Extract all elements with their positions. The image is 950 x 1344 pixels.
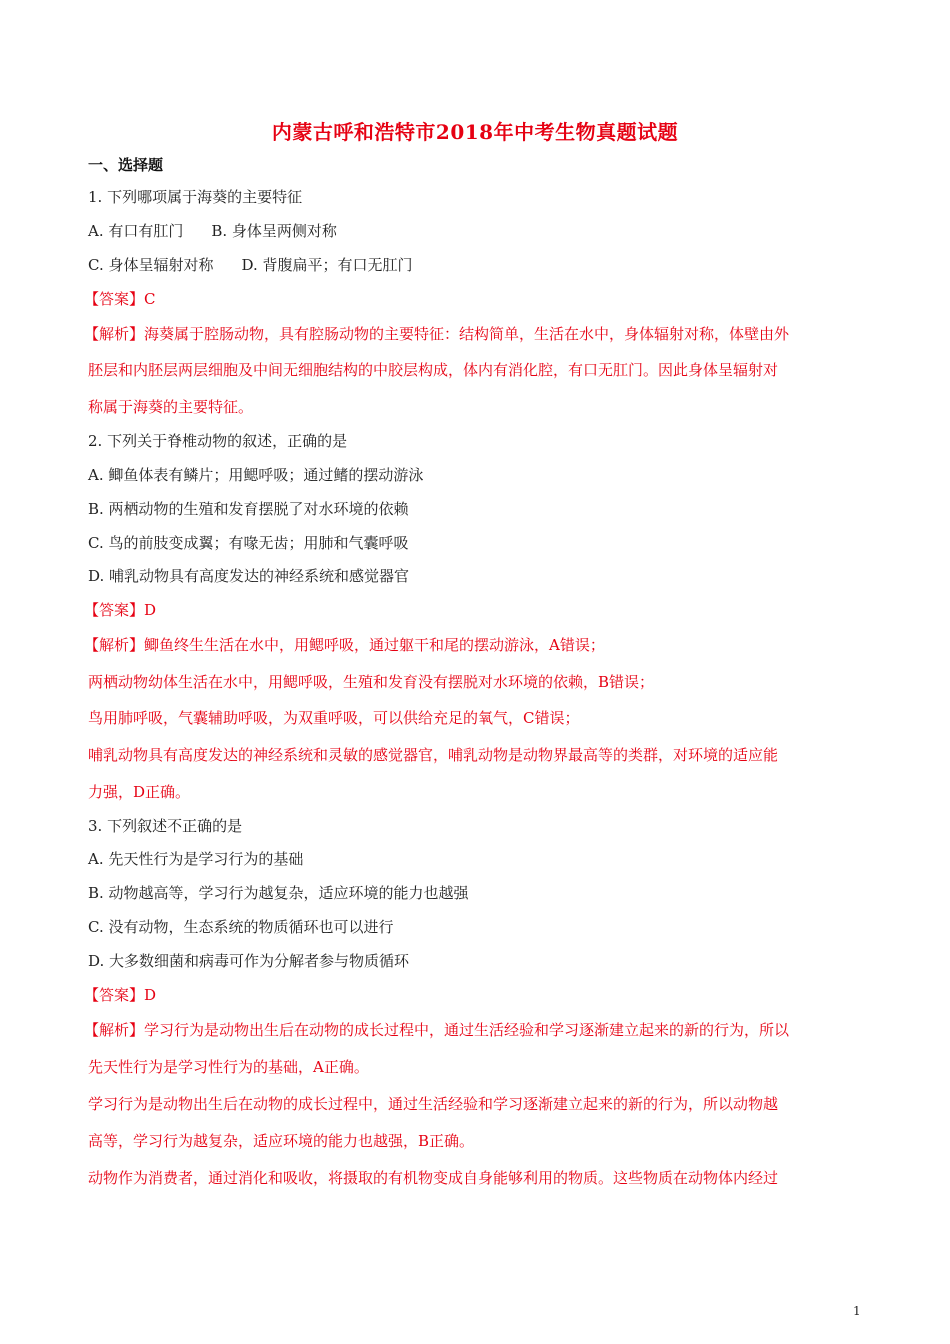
answer-tag: 【答案】 bbox=[84, 986, 145, 1004]
page-number: 1 bbox=[853, 1304, 861, 1318]
question-2-analysis-line: 力强，D正确。 bbox=[88, 783, 191, 801]
question-1-options-ab bbox=[88, 221, 337, 241]
option-d: D. 背腹扁平；有口无肛门 bbox=[241, 256, 413, 274]
option-b: B. 身体呈两侧对称 bbox=[211, 222, 337, 240]
analysis-tag: 【解析】 bbox=[84, 636, 145, 654]
analysis-tag: 【解析】 bbox=[84, 325, 145, 343]
section-heading: 一、选择题 bbox=[88, 156, 164, 174]
question-3-answer bbox=[84, 985, 156, 1005]
question-3-analysis-line: 【解析】学习行为是动物出生后在动物的成长过程中，通过生活经验和学习逐渐建立起来的新的行为，所以 bbox=[84, 1021, 790, 1039]
option-a: A. 先天性行为是学习行为的基础 bbox=[88, 850, 304, 868]
option-c: C. 鸟的前肢变成翼；有喙无齿；用肺和气囊呼吸 bbox=[88, 534, 409, 552]
option-d: D. 哺乳动物具有高度发达的神经系统和感觉器官 bbox=[88, 567, 410, 585]
option-d: D. 大多数细菌和病毒可作为分解者参与物质循环 bbox=[88, 952, 410, 970]
question-3-stem: 3. 下列叙述不正确的是 bbox=[88, 817, 243, 835]
question-1-stem: 1. 下列哪项属于海葵的主要特征 bbox=[88, 188, 303, 206]
analysis-tag: 【解析】 bbox=[84, 1021, 145, 1039]
question-1-answer bbox=[84, 289, 156, 309]
option-b: B. 两栖动物的生殖和发育摆脱了对水环境的依赖 bbox=[88, 500, 409, 518]
page-title: 内蒙古呼和浩特市2018年中考生物真题试题 bbox=[271, 120, 679, 144]
question-1-analysis-line: 胚层和内胚层两层细胞及中间无细胞结构的中胶层构成，体内有消化腔，有口无肛门。因此身体呈辐射对 bbox=[88, 361, 779, 379]
option-a: A. 鲫鱼体表有鳞片；用鳃呼吸；通过鳍的摆动游泳 bbox=[88, 466, 424, 484]
option-c: C. 身体呈辐射对称 bbox=[88, 256, 214, 274]
question-2-stem: 2. 下列关于脊椎动物的叙述，正确的是 bbox=[88, 432, 348, 450]
question-2-analysis-line: 【解析】鲫鱼终生生活在水中，用鳃呼吸，通过躯干和尾的摆动游泳，A错误； bbox=[84, 636, 605, 654]
answer-value: D bbox=[144, 986, 157, 1004]
option-a: A. 有口有肛门 bbox=[88, 222, 184, 240]
option-b: B. 动物越高等，学习行为越复杂，适应环境的能力也越强 bbox=[88, 884, 469, 902]
question-3-analysis-line: 学习行为是动物出生后在动物的成长过程中，通过生活经验和学习逐渐建立起来的新的行为，所以动物越 bbox=[88, 1095, 779, 1113]
question-2-answer bbox=[84, 600, 156, 620]
question-2-analysis-line: 哺乳动物具有高度发达的神经系统和灵敏的感觉器官，哺乳动物是动物界最高等的类群，对环境的适应能 bbox=[88, 746, 779, 764]
question-1-options-cd bbox=[88, 255, 413, 275]
answer-value: C bbox=[144, 290, 156, 308]
question-1-analysis-line: 【解析】海葵属于腔肠动物，具有腔肠动物的主要特征：结构简单，生活在水中，身体辐射对称，体壁由外 bbox=[84, 325, 790, 343]
question-2-analysis-line: 鸟用肺呼吸，气囊辅助呼吸，为双重呼吸，可以供给充足的氧气，C错误； bbox=[88, 709, 580, 727]
answer-tag: 【答案】 bbox=[84, 290, 145, 308]
answer-value: D bbox=[144, 601, 157, 619]
question-2-analysis-line: 两栖动物幼体生活在水中，用鳃呼吸，生殖和发育没有摆脱对水环境的依赖，B错误； bbox=[88, 673, 655, 691]
question-3-analysis-line: 高等，学习行为越复杂，适应环境的能力也越强，B正确。 bbox=[88, 1132, 475, 1150]
question-3-analysis-line: 动物作为消费者，通过消化和吸收，将摄取的有机物变成自身能够利用的物质。这些物质在动物体内经过 bbox=[88, 1169, 779, 1187]
option-c: C. 没有动物，生态系统的物质循环也可以进行 bbox=[88, 918, 394, 936]
question-1-analysis-line: 称属于海葵的主要特征。 bbox=[88, 398, 254, 416]
answer-tag: 【答案】 bbox=[84, 601, 145, 619]
question-3-analysis-line: 先天性行为是学习性行为的基础，A正确。 bbox=[88, 1058, 369, 1076]
